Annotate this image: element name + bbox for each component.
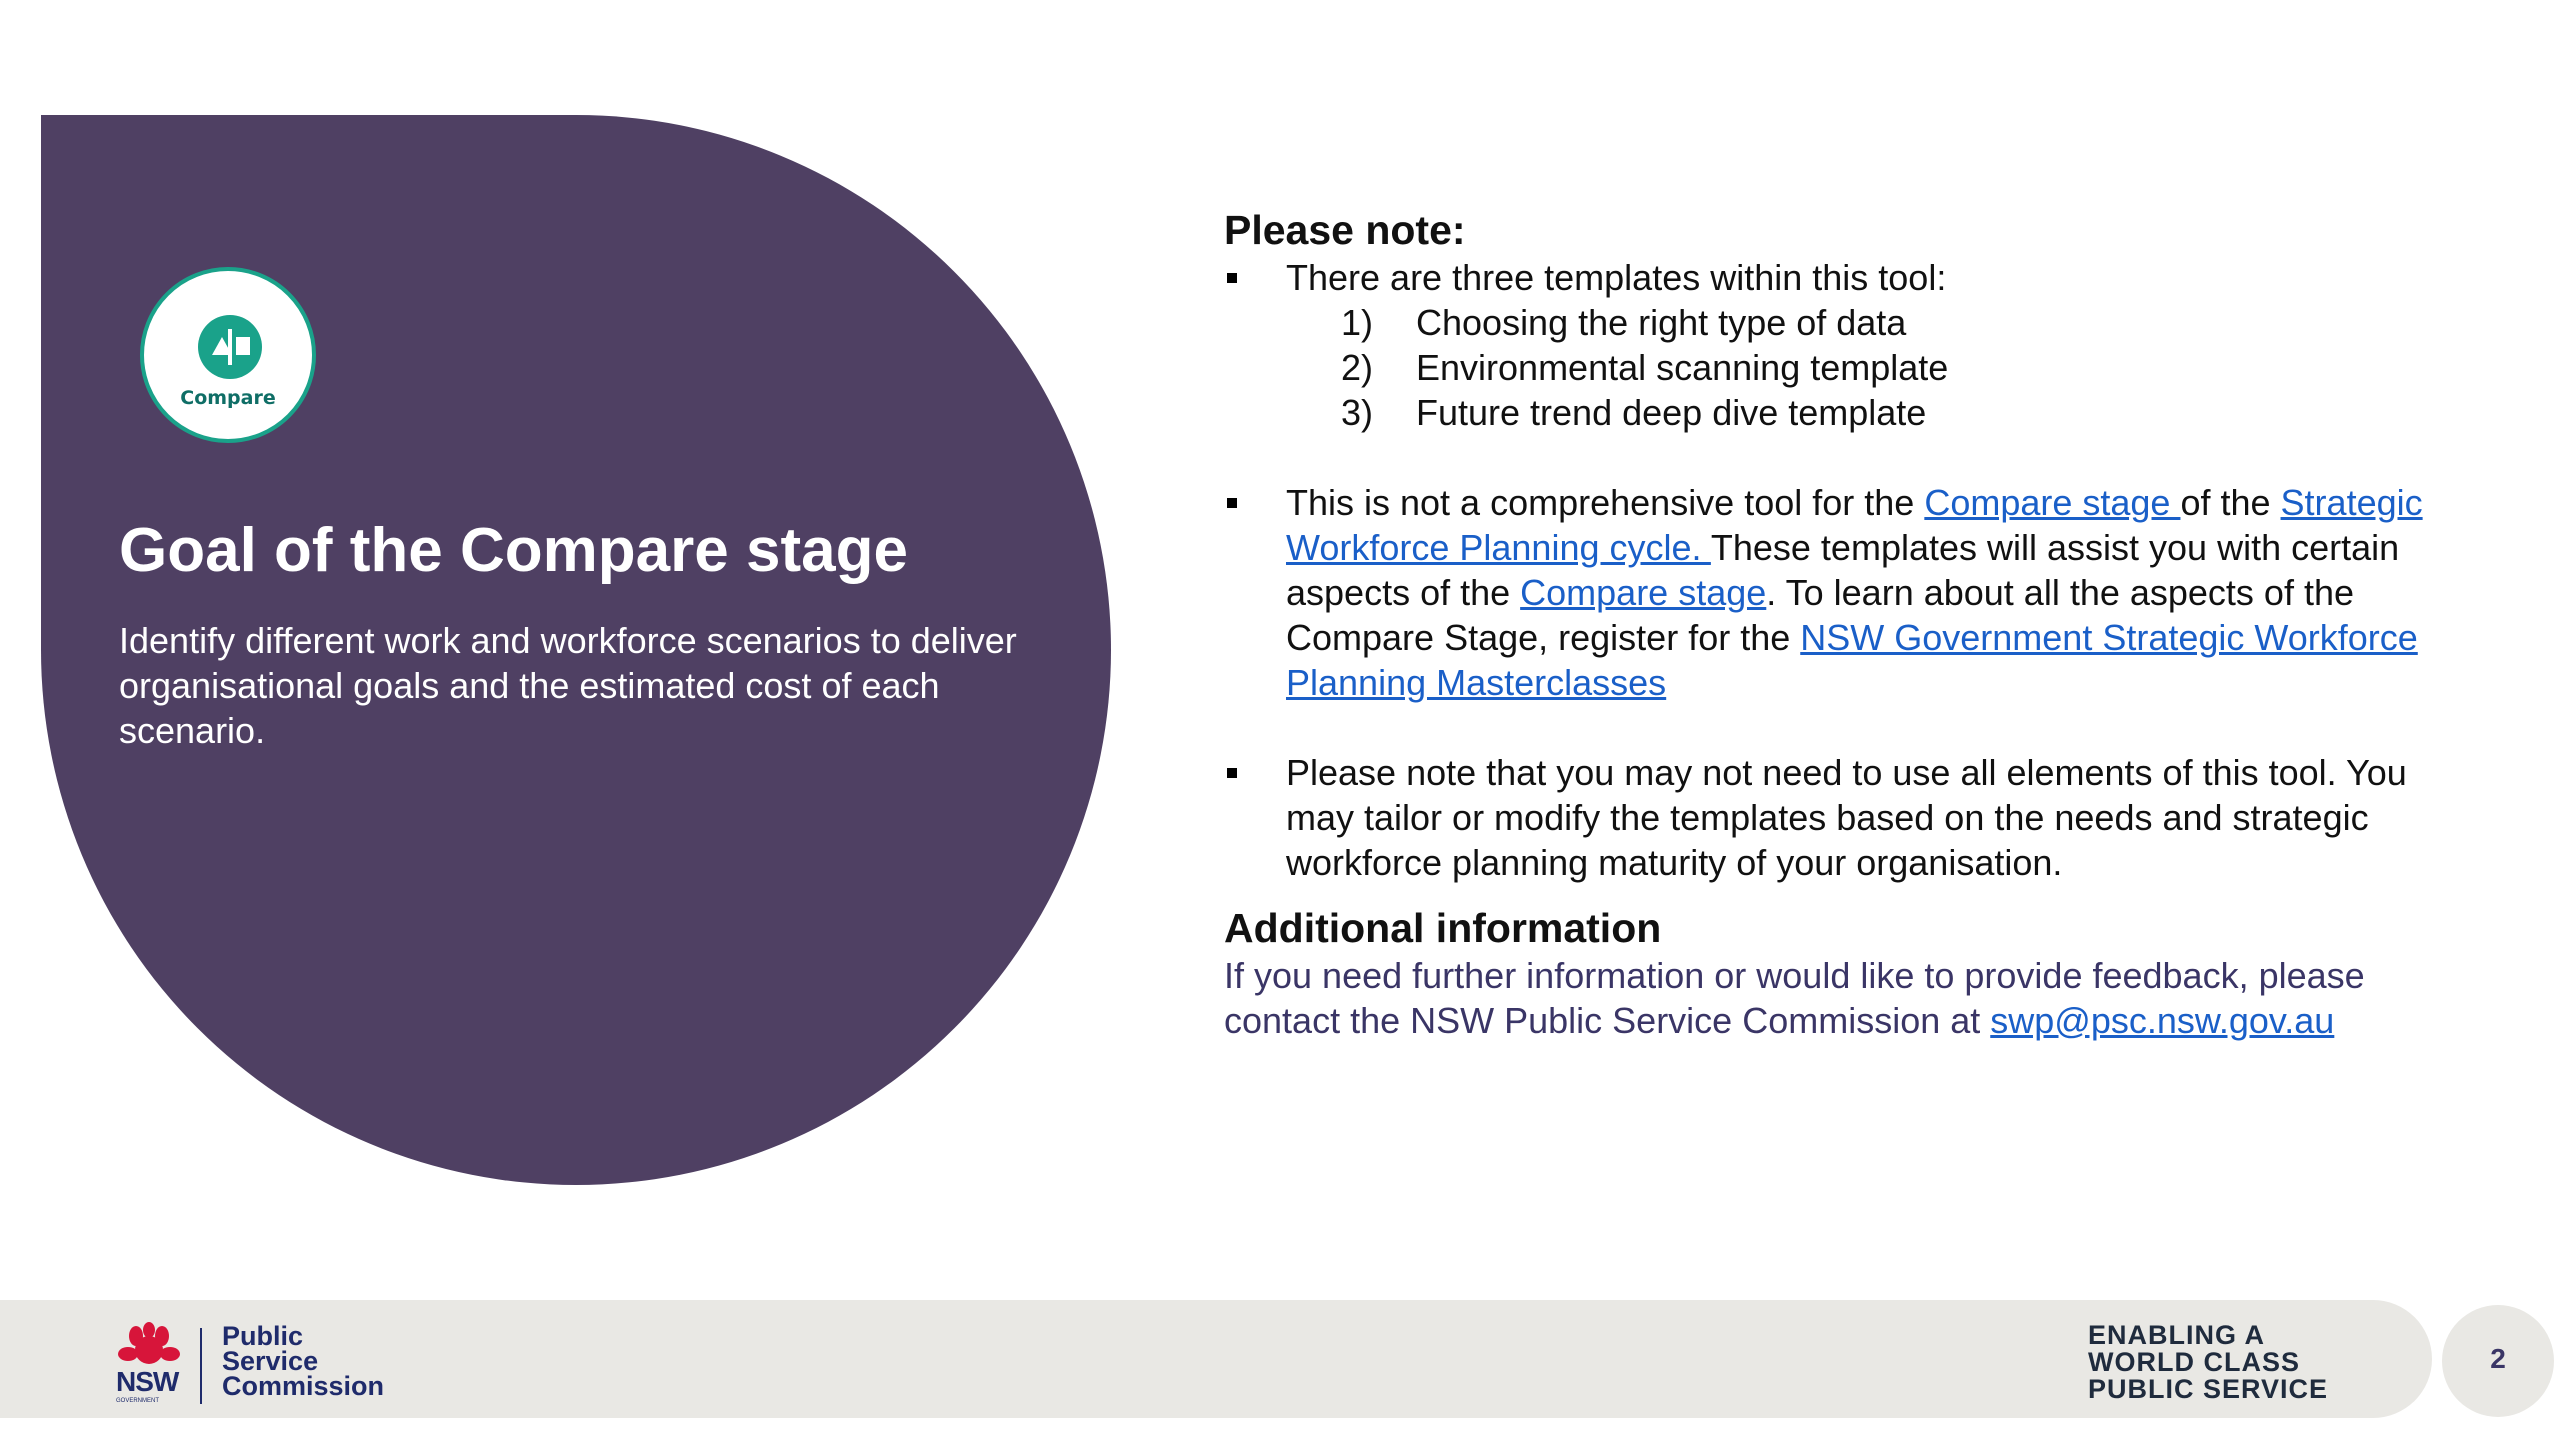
please-note-heading: Please note: xyxy=(1224,207,1466,253)
psc-logo xyxy=(112,1318,385,1408)
logo-nsw-text: NSW xyxy=(116,1366,179,1397)
compare-badge xyxy=(140,267,316,443)
bullet-marker xyxy=(1227,273,1237,283)
logo-government-text: GOVERNMENT xyxy=(116,1398,160,1404)
bullet-marker xyxy=(1227,498,1237,508)
tagline: ENABLING A WORLD CLASS PUBLIC SERVICE xyxy=(2088,1320,2329,1404)
templates-list xyxy=(1286,300,2444,435)
compare-stage-link-2[interactable]: Compare stage xyxy=(1520,572,1767,613)
bullet-marker xyxy=(1227,768,1237,778)
page-number-badge xyxy=(2442,1305,2554,1417)
template-item: 3) Future trend deep dive template xyxy=(1341,392,1927,433)
template-item: 1) Choosing the right type of data xyxy=(1341,302,1907,343)
email-link[interactable]: swp@psc.nsw.gov.au xyxy=(1990,1000,2335,1041)
goal-title: Goal of the Compare stage xyxy=(119,516,908,585)
compare-icon xyxy=(198,315,262,379)
bullet-comprehensive: This is not a comprehensive tool for the Compare stage of the Strategic Workforce Planning cycle. These templates will assist you with certain aspects of the Compare stage. To learn about all the aspects of the Compare Stage, register for the NSW Government Strategic Workforce Planning Masterclasses xyxy=(1224,480,2444,705)
masterclasses-link[interactable]: NSW Government Strategic Workforce Planning Masterclasses xyxy=(1286,617,2418,703)
bullet-tailor: Please note that you may not need to use all elements of this tool. You may tailor or modify the templates based on the needs and strategic workforce planning maturity of your organisation. xyxy=(1224,750,2444,885)
notes-column xyxy=(1224,205,2444,1043)
goal-description: Identify different work and workforce scenarios to deliver organisational goals and the estimated cost of each scenario. xyxy=(119,620,1017,751)
page-number: 2 xyxy=(2490,1343,2506,1374)
compare-stage-link[interactable]: Compare stage xyxy=(1924,482,2181,523)
additional-info-text: If you need further information or would like to provide feedback, please contact the NSW Public Service Commission at swp@psc.nsw.gov.au xyxy=(1224,955,2365,1041)
badge-label: Compare xyxy=(180,387,276,409)
logo-divider xyxy=(200,1328,202,1404)
bullet-templates-intro: There are three templates within this tool: xyxy=(1286,257,1947,298)
bullet-templates xyxy=(1224,255,2444,435)
template-item: 2) Environmental scanning template xyxy=(1341,347,1949,388)
additional-info-heading: Additional information xyxy=(1224,905,1662,951)
logo-psc-text: Public Service Commission xyxy=(222,1321,385,1401)
waratah-icon xyxy=(114,1322,184,1368)
swp-cycle-link[interactable]: Strategic Workforce Planning cycle. xyxy=(1286,482,2423,568)
